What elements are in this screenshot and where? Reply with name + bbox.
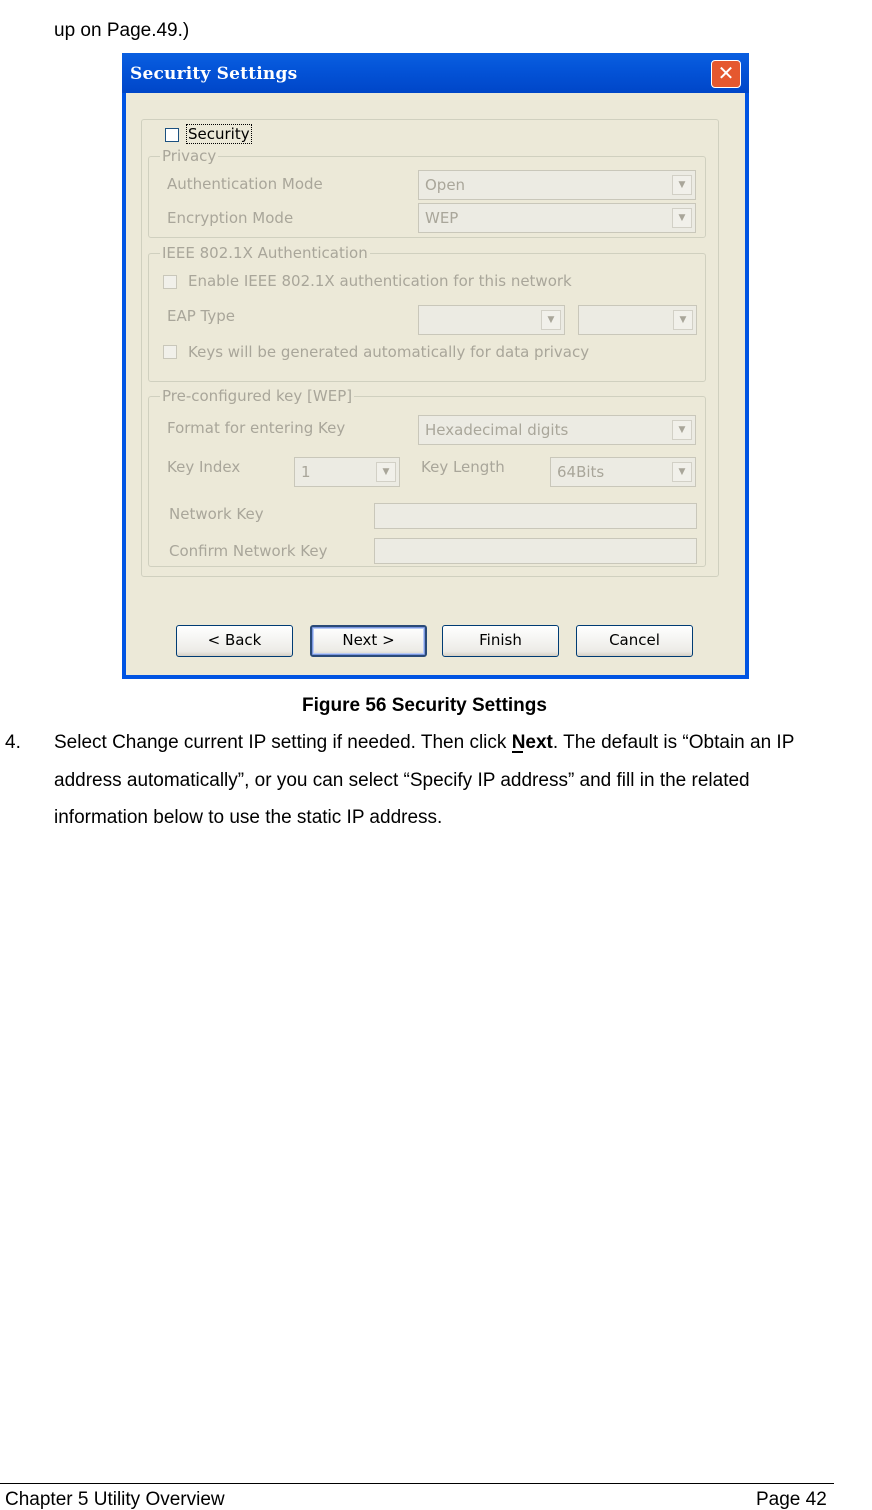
ieee-legend: IEEE 802.1X Authentication — [162, 244, 368, 262]
step-line-3: information below to use the static IP address. — [54, 807, 443, 828]
auth-mode-select[interactable] — [418, 170, 696, 200]
chevron-down-icon[interactable]: ▼ — [672, 208, 692, 228]
privacy-legend: Privacy — [162, 147, 217, 165]
key-length-label: Key Length — [421, 458, 505, 476]
format-value: Hexadecimal digits — [425, 421, 569, 439]
keys-auto-label: Keys will be generated automatically for data privacy — [188, 343, 590, 361]
key-index-select[interactable] — [294, 457, 400, 487]
enable-ieee-checkbox[interactable] — [163, 275, 177, 289]
chevron-down-icon[interactable]: ▼ — [673, 310, 693, 330]
eap-type-label: EAP Type — [167, 307, 236, 325]
close-icon: ✕ — [717, 61, 735, 85]
security-checkbox[interactable] — [165, 128, 179, 142]
auth-mode-value: Open — [425, 176, 466, 194]
encryption-mode-value: WEP — [425, 209, 459, 227]
back-button[interactable]: < Back — [176, 625, 293, 657]
key-index-value: 1 — [301, 463, 311, 481]
dialog-title: Security Settings — [130, 64, 298, 84]
footer-page-number: Page 42 — [756, 1489, 827, 1510]
close-button[interactable] — [711, 60, 741, 88]
preconfig-legend: Pre-configured key [WEP] — [162, 387, 353, 405]
next-emphasis — [512, 732, 553, 753]
security-checkbox-label[interactable]: Security — [188, 125, 250, 143]
next-button[interactable]: Next > — [310, 625, 427, 657]
confirm-key-input[interactable] — [374, 538, 697, 564]
chevron-down-icon[interactable]: ▼ — [672, 420, 692, 440]
step-line-1-tail: . The default is “Obtain an IP — [552, 732, 795, 753]
chevron-down-icon[interactable]: ▼ — [672, 462, 692, 482]
cancel-button[interactable]: Cancel — [576, 625, 693, 657]
enable-ieee-label: Enable IEEE 802.1X authentication for this network — [188, 272, 572, 290]
key-length-select[interactable] — [550, 457, 696, 487]
eap-type-select[interactable] — [418, 305, 565, 335]
format-select[interactable] — [418, 415, 696, 445]
network-key-label: Network Key — [169, 505, 264, 523]
format-label: Format for entering Key — [167, 419, 346, 437]
key-length-value: 64Bits — [557, 463, 605, 481]
encryption-mode-select[interactable] — [418, 203, 696, 233]
key-index-label: Key Index — [167, 458, 241, 476]
confirm-key-label: Confirm Network Key — [169, 542, 328, 560]
next-emphasis-text: Next — [511, 732, 553, 753]
chevron-down-icon[interactable]: ▼ — [376, 462, 396, 482]
chevron-down-icon[interactable]: ▼ — [672, 175, 692, 195]
auth-mode-label: Authentication Mode — [167, 175, 323, 193]
eap-subtype-select[interactable] — [578, 305, 697, 335]
chevron-down-icon[interactable]: ▼ — [541, 310, 561, 330]
footer-chapter: Chapter 5 Utility Overview — [5, 1489, 225, 1510]
step-line-2: address automatically”, or you can select “Specify IP address” and fill in the related — [54, 770, 750, 791]
step-line-1-text: Select Change current IP setting if needed. Then click — [54, 732, 512, 753]
step-number: 4. — [5, 732, 21, 753]
footer-divider — [0, 1483, 834, 1484]
keys-auto-checkbox[interactable] — [163, 345, 177, 359]
dialog-titlebar[interactable] — [122, 53, 749, 93]
figure-caption: Figure 56 Security Settings — [302, 695, 547, 716]
step-line-1 — [54, 733, 794, 752]
encryption-mode-label: Encryption Mode — [167, 209, 294, 227]
security-settings-dialog — [122, 53, 749, 679]
finish-button[interactable]: Finish — [442, 625, 559, 657]
dialog-client-area — [126, 93, 745, 675]
network-key-input[interactable] — [374, 503, 697, 529]
intro-line: up on Page.49.) — [54, 20, 190, 41]
